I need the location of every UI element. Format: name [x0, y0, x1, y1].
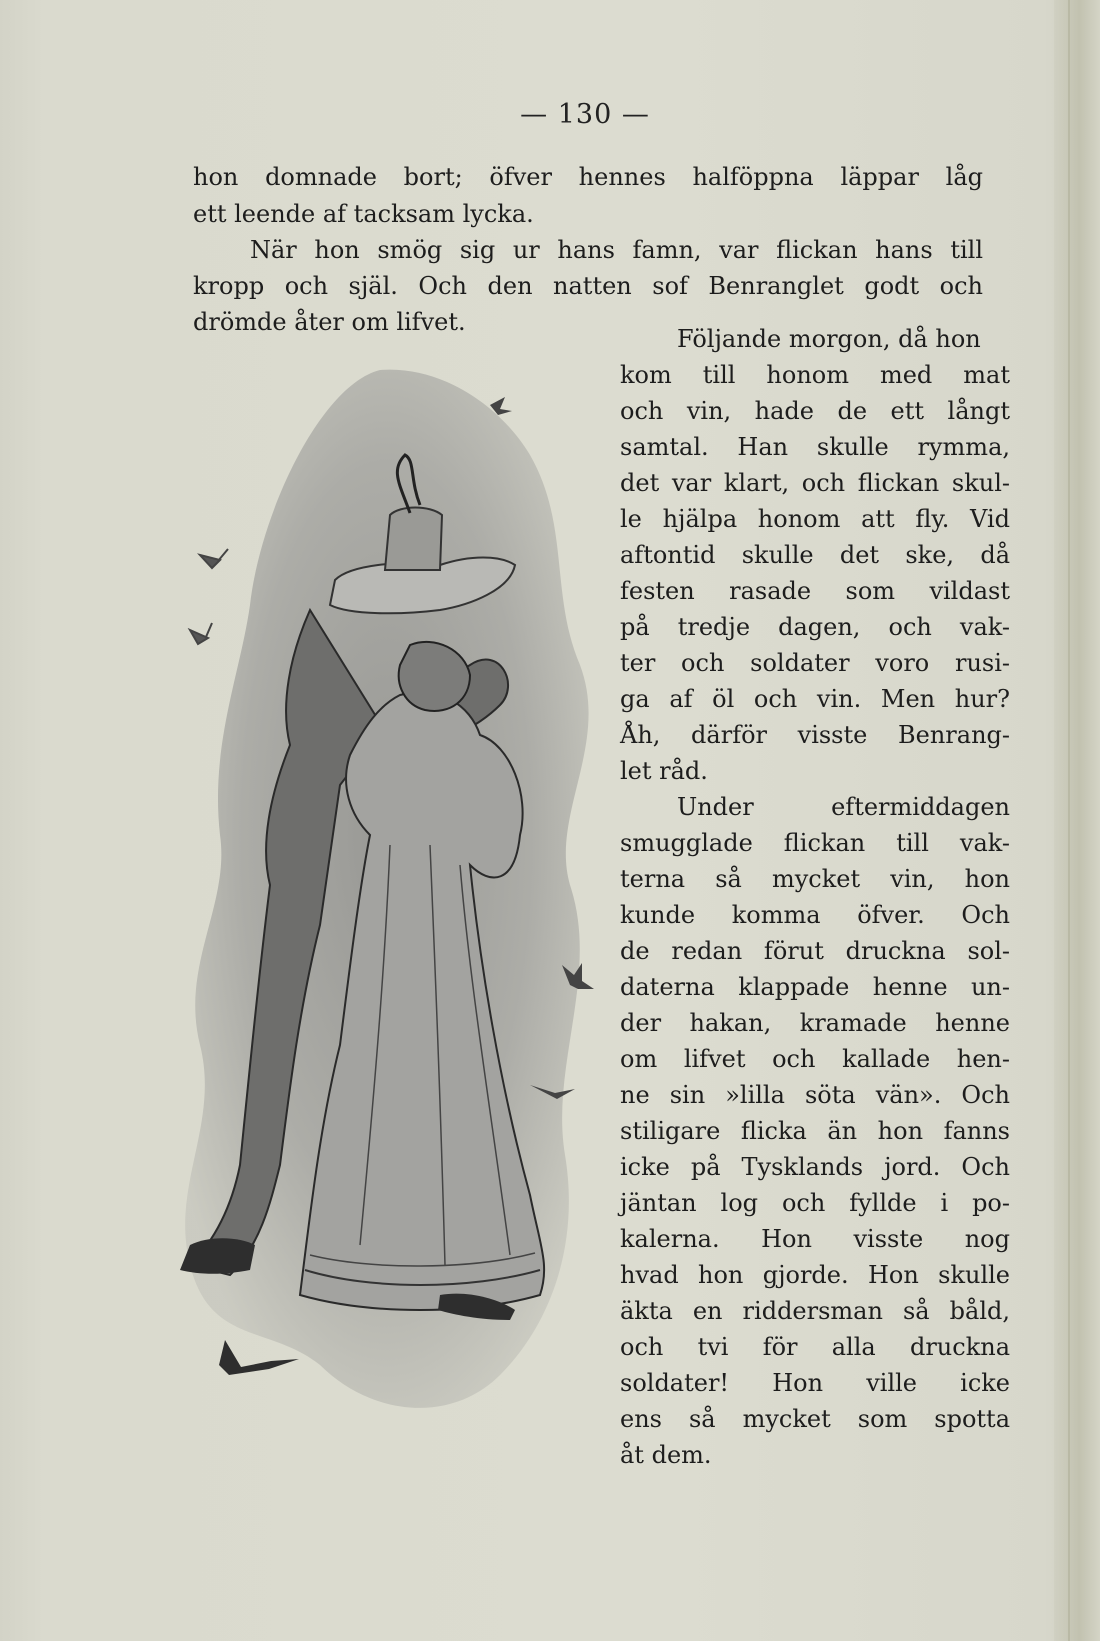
text-line: der hakan, kramade henne [620, 1009, 1010, 1037]
text-line: smugglade flickan till vak- [620, 829, 1010, 857]
text-line: äkta en riddersman så båld, [620, 1297, 1010, 1325]
text-line: När hon smög sig ur hans famn, var flickan hans till [250, 236, 983, 264]
text-line: drömde åter om lifvet. [193, 308, 466, 336]
text-line: samtal. Han skulle rymma, [620, 433, 1010, 461]
text-line: icke på Tysklands jord. Och [620, 1153, 1010, 1181]
text-line: aftontid skulle det ske, då [620, 541, 1010, 569]
text-line: Under eftermiddagen [677, 793, 1010, 821]
text-line: åt dem. [620, 1441, 712, 1469]
text-line: terna så mycket vin, hon [620, 865, 1010, 893]
page-number: — 130 — [520, 99, 650, 130]
embracing-couple-illustration [170, 365, 620, 1485]
text-line: let råd. [620, 757, 708, 785]
text-line: om lifvet och kallade hen- [620, 1045, 1010, 1073]
text-line: soldater! Hon ville icke [620, 1369, 1010, 1397]
text-line: ne sin »lilla söta vän». Och [620, 1081, 1010, 1109]
text-line: hvad hon gjorde. Hon skulle [620, 1261, 1010, 1289]
text-line: ett leende af tacksam lycka. [193, 200, 534, 228]
text-line: Åh, därför visste Benrang- [620, 721, 1010, 749]
text-line: hon domnade bort; öfver hennes halföppna läppar låg [193, 163, 983, 191]
text-line: festen rasade som vildast [620, 577, 1010, 605]
text-line: kom till honom med mat [620, 361, 1010, 389]
text-line: det var klart, och flickan skul- [620, 469, 1010, 497]
text-line: stiligare flicka än hon fanns [620, 1117, 1010, 1145]
text-line: kalerna. Hon visste nog [620, 1225, 1010, 1253]
text-line: ga af öl och vin. Men hur? [620, 685, 1010, 713]
text-line: och vin, hade de ett långt [620, 397, 1010, 425]
text-line: ens så mycket som spotta [620, 1405, 1010, 1433]
text-line: de redan förut druckna sol- [620, 937, 1010, 965]
text-line: kropp och själ. Och den natten sof Benranglet godt och [193, 272, 983, 300]
text-line: och tvi för alla druckna [620, 1333, 1010, 1361]
page-edge-line [1068, 0, 1070, 1641]
page-edge [1054, 0, 1100, 1641]
text-line: daterna klappade henne un- [620, 973, 1010, 1001]
text-line: le hjälpa honom att fly. Vid [620, 505, 1010, 533]
text-line: jäntan log och fyllde i po- [620, 1189, 1010, 1217]
text-line: ter och soldater voro rusi- [620, 649, 1010, 677]
text-line: på tredje dagen, och vak- [620, 613, 1010, 641]
text-line: Följande morgon, då hon [677, 325, 981, 353]
text-line: kunde komma öfver. Och [620, 901, 1010, 929]
